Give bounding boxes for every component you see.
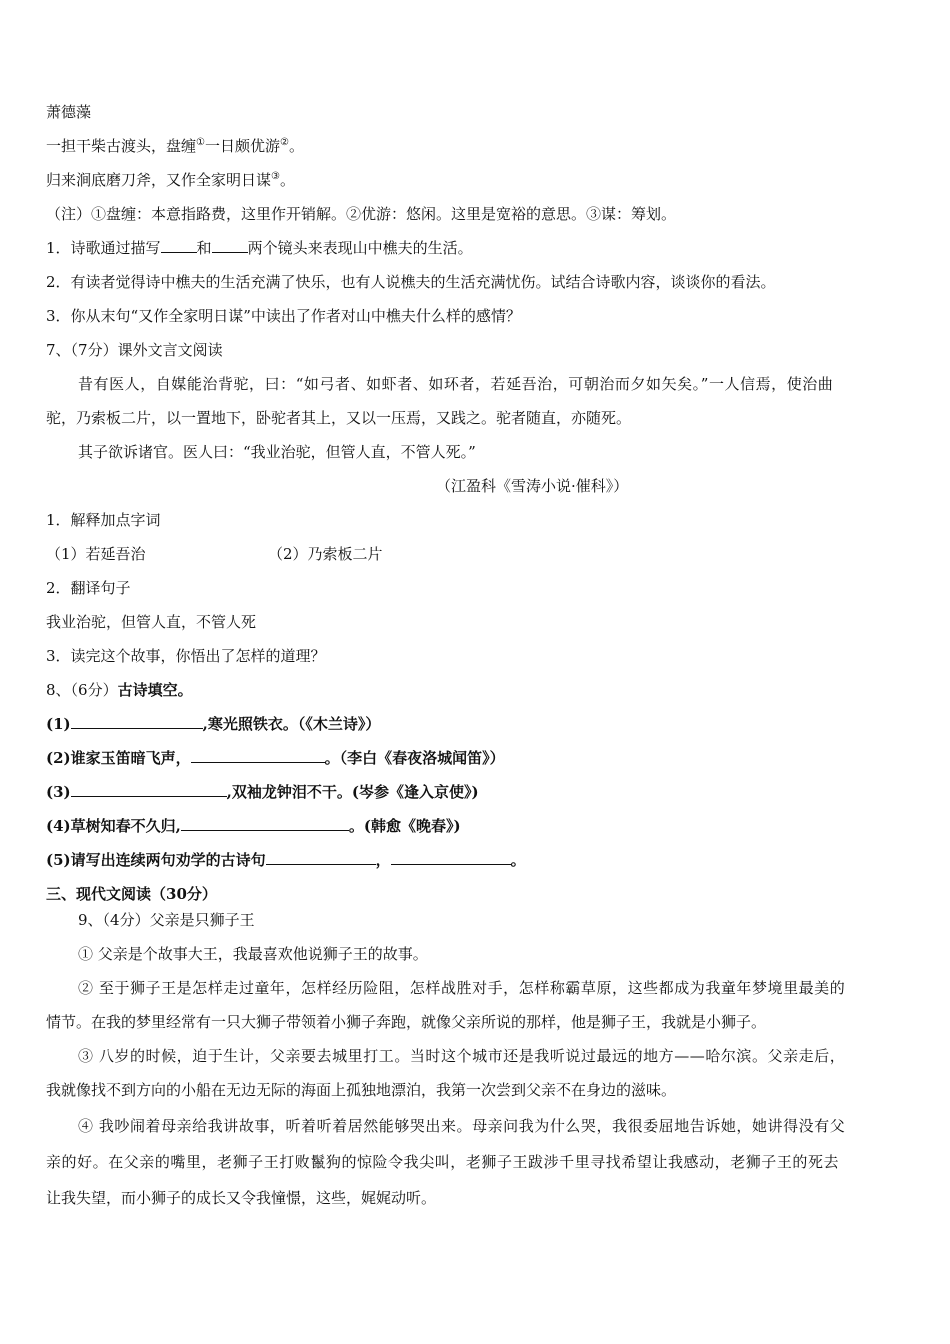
footnote-mark-2: ② [280, 137, 289, 148]
q9-paragraph-1: ① 父亲是个故事大王，我最喜欢他说狮子王的故事。 [78, 945, 428, 963]
q7-sub-1-item-b: （2）乃索板二片 [268, 545, 383, 563]
answer-blank[interactable] [191, 748, 325, 763]
section-3-heading: 三、现代文阅读（30分） [46, 885, 217, 903]
answer-blank[interactable] [181, 816, 349, 831]
q7-sub-2: 2．翻译句子 [46, 579, 131, 597]
poem-line-2: 归来涧底磨刀斧，又作全家明日谋③。 [46, 171, 295, 189]
poem-line-1: 一担干柴古渡头，盘缠①一日颇优游②。 [46, 137, 304, 155]
q8-heading: 8、（6分）古诗填空。 [46, 681, 193, 699]
poem-question-1: 1．诗歌通过描写 和 两个镜头来表现山中樵夫的生活。 [46, 239, 473, 257]
poem-annotation: （注）①盘缠：本意指路费，这里作开销解。②优游：悠闲。这里是宽裕的意思。③谋：筹划。 [46, 205, 677, 223]
q8-item-5: (5)请写出连续两句劝学的古诗句 ， 。 [46, 851, 526, 869]
footnote-mark-3: ③ [271, 171, 280, 182]
q7-sub-3: 3．读完这个故事，你悟出了怎样的道理？ [46, 647, 326, 665]
answer-blank[interactable] [266, 850, 376, 865]
q9-heading: 9、（4分）父亲是只狮子王 [78, 911, 255, 929]
poem-question-2: 2．有读者觉得诗中樵夫的生活充满了快乐，也有人说樵夫的生活充满忧伤。试结合诗歌内容，谈谈你的看法。 [46, 273, 776, 291]
q9-paragraph-2-line-2: 情节。在我的梦里经常有一只大狮子带领着小狮子奔跑，就像父亲所说的那样，他是狮子王，我就是小狮子。 [46, 1013, 767, 1031]
q8-item-4: (4)草树知春不久归, 。(韩愈《晚春》) [46, 817, 461, 835]
answer-blank[interactable] [161, 238, 197, 253]
answer-blank[interactable] [71, 714, 203, 729]
q7-source: （江盈科《雪涛小说·催科》） [436, 477, 629, 495]
poem-question-3: 3．你从末句“又作全家明日谋”中读出了作者对山中樵夫什么样的感情？ [46, 307, 521, 325]
q9-paragraph-4-line-2: 亲的好。在父亲的嘴里，老狮子王打败鬣狗的惊险令我尖叫，老狮子王跋涉千里寻找希望让我感动，老狮子王的死去 [46, 1153, 840, 1171]
q8-item-3: (3) ,双袖龙钟泪不干。(岑参《逢入京使》) [46, 783, 479, 801]
footnote-mark-1: ① [196, 137, 205, 148]
q9-paragraph-4-line-3: 让我失望，而小狮子的成长又令我憧憬，这些，娓娓动听。 [46, 1189, 437, 1207]
q7-sub-2-sentence: 我业治驼，但管人直，不管人死 [46, 613, 257, 631]
q7-sub-1: 1．解释加点字词 [46, 511, 161, 529]
answer-blank[interactable] [391, 850, 511, 865]
answer-blank[interactable] [71, 782, 227, 797]
q7-passage-line-3: 其子欲诉诸官。医人曰：“我业治驼，但管人直，不管人死。” [78, 443, 476, 461]
q7-heading: 7、（7分）课外文言文阅读 [46, 341, 223, 359]
q8-item-2: (2)谁家玉笛暗飞声， 。（李白《春夜洛城闻笛》） [46, 749, 505, 767]
q9-paragraph-4-line-1: ④ 我吵闹着母亲给我讲故事，听着听着居然能够哭出来。母亲问我为什么哭，我很委屈地告诉她，她讲得没有父 [78, 1117, 846, 1135]
q7-passage-line-2: 驼，乃索板二片，以一置地下，卧驼者其上，又以一压焉，又践之。驼者随直，亦随死。 [46, 409, 632, 427]
q9-paragraph-2-line-1: ② 至于狮子王是怎样走过童年，怎样经历险阻，怎样战胜对手，怎样称霸草原，这些都成为我童年梦境里最美的 [78, 979, 846, 997]
q7-sub-1-item-a: （1）若延吾治 [46, 545, 146, 563]
q9-paragraph-3-line-1: ③ 八岁的时候，迫于生计，父亲要去城里打工。当时这个城市还是我听说过最远的地方——哈尔滨。父亲走后， [78, 1047, 846, 1065]
q8-item-1: (1) ,寒光照铁衣。（《木兰诗》） [46, 715, 381, 733]
poem-author: 萧德藻 [46, 103, 92, 121]
q9-paragraph-3-line-2: 我就像找不到方向的小船在无边无际的海面上孤独地漂泊，我第一次尝到父亲不在身边的滋味。 [46, 1081, 677, 1099]
q7-passage-line-1: 昔有医人，自媒能治背驼，曰：“如弓者、如虾者、如环者，若延吾治，可朝治而夕如矢矣。”一人信焉，使治曲 [78, 375, 834, 393]
answer-blank[interactable] [212, 238, 248, 253]
